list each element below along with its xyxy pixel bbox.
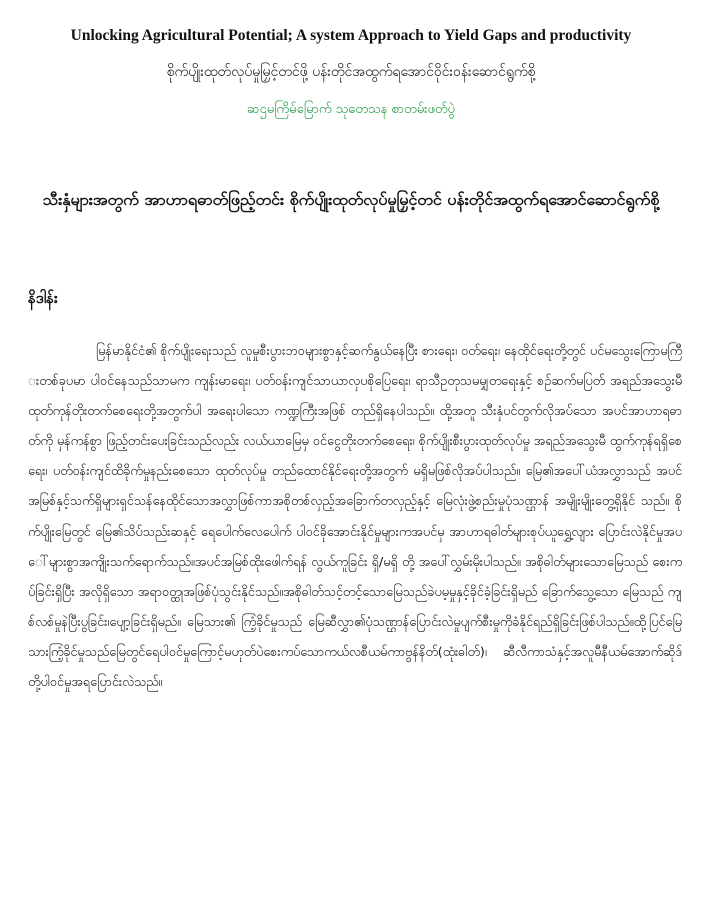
introduction-paragraph: မြန်မာနိုင်ငံ၏ စိုက်ပျိုးရေးသည် လူမှုစီးပွားဘဝများစွာနှင့်ဆက်နွယ်နေပြီး စားရေး၊ ဝတ်ရေး၊ နေထိုင်ရေးတို့တွင် ပင်မသွေးကြောမကြီးတစ်ခုပမာ ပါဝင်နေသည်သာမက ကျန်းမာရေး၊ ပတ်ဝန်းကျင်သာယာလှပစိုပြေရေး၊ ရာသီဥတုသမမျှတရေးနှင့် စဉ်ဆက်မပြတ် အရည်အသွေးမီ ထုတ်ကုန်တိုးတက်စေရေးတို့အတွက်ပါ အရေးပါသော ကဏ္ဍကြီးအဖြစ် တည်ရှိနေပါသည်။ ထို့အတူ သီးနှံပင်တွက်လိုအပ်သော အပင်အာဟာရဓာတ်ကို မှန်ကန်စွာ ဖြည့်တင်းပေးခြင်းသည်လည်း လယ်ယာမြေမှ ဝင်ငွေတိုးတက်စေရေး၊ စိုက်ပျိုးစီးပွားထုတ်လုပ်မှု အရည်အသွေးမီ ထွက်ကုန်ရရှိစေရေး၊ ပတ်ဝန်းကျင်ထိခိုက်မှုနည်းစေသော ထုတ်လုပ်မှု တည်ထောင်နိုင်ရေးတို့အတွက် မရှိမဖြစ်လိုအပ်ပါသည်။ မြေ၏အပေါ်ယံအလွှာသည် အပင် အမြစ်နှင့်သက်ရှိများရှင်သန်နေထိုင်သောအလွှာဖြစ်ကာအစိုတစ်လှည့်အခြောက်တလှည့်နှင့် မြေလုံးဖွဲ့စည်းမှုပုံသဏ္ဌာန် အမျိုးမျိုးတွေ့ရှိနိုင် သည်။ စိုက်ပျိုးမြေတွင် မြေ၏သိပ်သည်းဆနှင့် ရေပေါက်လေပေါက် ပါဝင်ခိုအောင်းနိုင်မှုများကအပင်မှ အာဟာရဓါတ်များစုပ်ယူရွှေ့လျား ပြောင်းလဲနိုင်မှုအပေါ်များစွာအကျိုးသက်ရောက်သည်။အပင်အမြစ်ထိုးဖေါက်ရန် လွယ်ကူခြင်း ရှိ/မရှိ တို့ အပေါ်လွှမ်းမိုးပါသည်။ အစိုဓါတ်များသောမြေသည် စေးကပ်ခြင်းရှိပြီး အလိုရှိသော အရာဝတ္ထုအဖြစ်ပုံသွင်းနိုင်သည်။အစိုဓါတ်သင့်တင့်သောမြေသည်ခဲပမ့မှုနှင့်ခိုင်ခံ့ခြင်းရှိမည် ခြောက်သွေ့သော မြေသည် ကျစ်လစ်မှုနဲပြီးပွခြင်း၊ပျော့ခြင်းရှိမည်။ မြေသား၏ ကြံ့ခိုင်မှုသည် မြေဆီလွှာ၏ပုံသဏ္ဌာန်ပြောင်းလဲမှုပျက်စီးမှုကိုခံနိုင်ရည်ရှိခြင်းဖြစ်ပါသည်။ထို့ပြင်မြေသားကြံ့ခိုင်မှုသည်မြေတွင်ရေပါဝင်မှုကြောင့်မဟုတ်ပဲစေးကပ်သောကယ်လစီယမ်ကာဗွန်နိတ်(ထုံးဓါတ်)၊ ဆီလီကာသံနှင့်အလူမီနီယမ်အောက်ဆိုဒ်တို့ပါဝင်မှုအရပြောင်းလဲသည်။ [28, 343, 682, 690]
paper-title-myanmar: စိုက်ပျိုးထုတ်လုပ်မှုမြှင့်တင်ဖို့ ပန်းတိုင်အထွက်ရအောင်ဝိုင်းဝန်းဆောင်ရွက်စို့ [166, 64, 536, 80]
paper-heading: သီးနှံများအတွက် အာဟာရဓာတ်ဖြည့်တင်း စိုက်ပျိုးထုတ်လုပ်မှုမြှင့်တင် ပန်းတိုင်အထွက်ရအောင်ဆောင်ရွက်စို့ [42, 190, 660, 209]
paper-title-english: Unlocking Agricultural Potential; A system Approach to Yield Gaps and productivity [70, 27, 632, 44]
section-title-introduction: နိဒါန်း [28, 289, 58, 307]
research-session-label: ဆဌမကြိမ်မြောက် သုတေသန စာတမ်းဖတ်ပွဲ [247, 102, 455, 117]
